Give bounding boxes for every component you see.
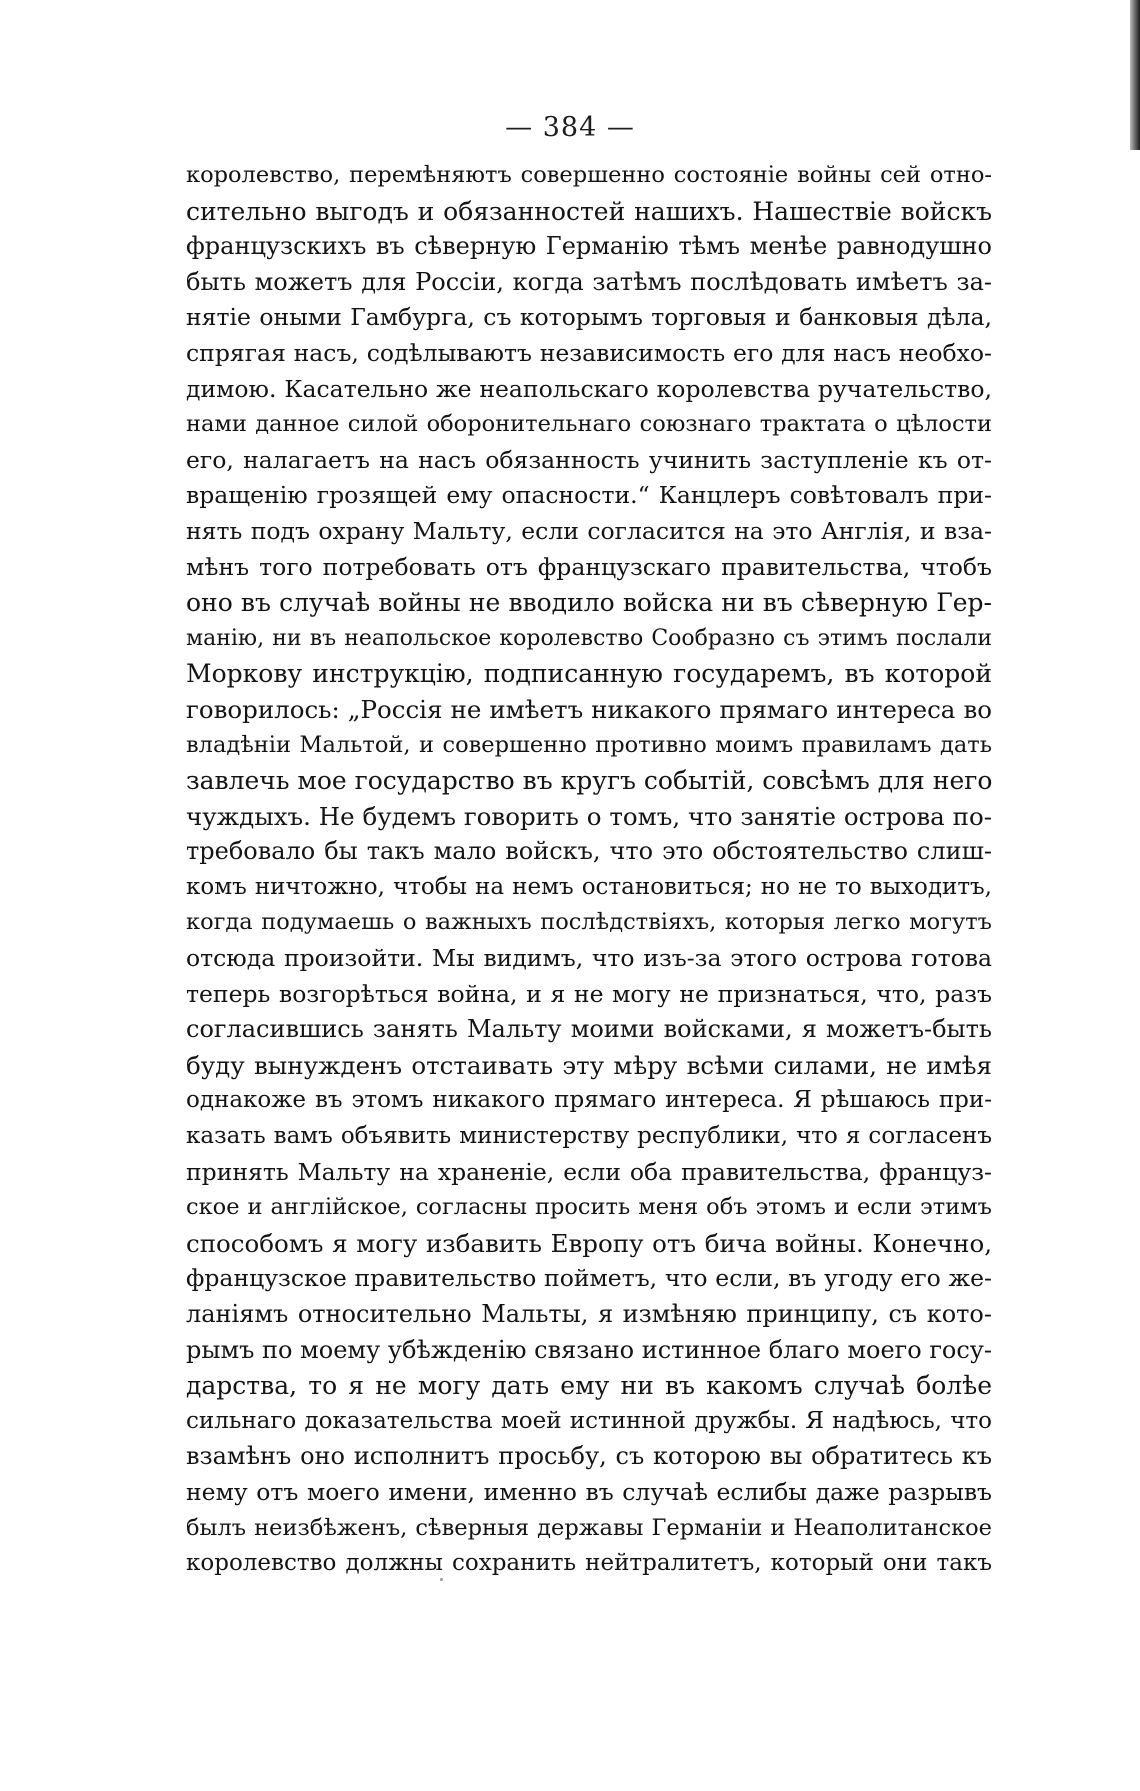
text-line: спрягая насъ, содѣлываютъ независимость его для насъ необхо- <box>186 338 992 367</box>
body-text <box>186 158 992 1582</box>
text-line: былъ неизбѣженъ, сѣверныя державы Германiи и Неаполитанское <box>186 1514 992 1541</box>
text-line: вращенiю грозящей ему опасности.“ Канцлеръ совѣтовалъ при- <box>186 481 992 510</box>
text-line: завлечь мое государство въ кругъ событiй, совсѣмъ для него <box>186 766 992 796</box>
text-line: ское и англiйское, согласны просить меня объ этомъ и если этимъ <box>186 1194 992 1221</box>
paper-speck <box>440 1578 443 1581</box>
text-line: быть можетъ для Россiи, когда затѣмъ послѣдовать имѣетъ за- <box>186 267 992 296</box>
text-line: королевство, перемѣняютъ совершенно состоянiе войны сей отно- <box>186 162 992 188</box>
page-number: — 384 — <box>505 112 635 143</box>
text-line: нему отъ моего имени, именно въ случаѣ еслибы даже разрывъ <box>186 1477 992 1506</box>
text-line: оно въ случаѣ войны не вводило войска ни въ сѣверную Гер- <box>186 588 992 618</box>
text-line: принять Мальту на храненiе, если оба правительства, француз- <box>186 1157 992 1186</box>
text-line: нятiе оными Гамбурга, съ которымъ торговыя и банковыя дѣла, <box>186 303 992 332</box>
text-line: казать вамъ объявить министерству республики, что я согласенъ <box>186 1123 992 1150</box>
text-line: взамѣнъ оно исполнитъ просьбу, съ которою вы обратитесь къ <box>186 1442 992 1471</box>
text-line: нять подъ охрану Мальту, если согласится на это Англiя, и вза- <box>186 516 992 545</box>
text-line: ланiямъ относительно Мальты, я измѣняю принципу, съ кото- <box>186 1300 992 1328</box>
text-line: способомъ я могу избавить Европу отъ бича войны. Конечно, <box>186 1228 992 1258</box>
text-line: его, налагаетъ на насъ обязанность учинить заступленiе къ от- <box>186 445 992 474</box>
text-line: владѣнiи Мальтой, и совершенно противно моимъ правиламъ дать <box>186 731 992 758</box>
text-line: димою. Касательно же неапольскаго королевства ручательство, <box>186 374 992 403</box>
text-line: чуждыхъ. Не будемъ говорить о томъ, что занятiе острова по- <box>186 801 992 831</box>
text-line: однакоже въ этомъ никакого прямаго интереса. Я рѣшаюсь при- <box>186 1087 992 1114</box>
text-line: манiю, ни въ неапольское королевство Сообразно съ этимъ послали <box>186 625 992 651</box>
text-line: сильнаго доказательства моей истинной дружбы. Я надѣюсь, что <box>186 1407 992 1434</box>
text-line: дарства, то я не могу дать ему ни въ какомъ случаѣ болѣе <box>186 1371 992 1401</box>
text-line: буду вынужденъ отстаивать эту мѣру всѣми силами, не имѣя <box>186 1050 992 1080</box>
text-line: французскихъ въ сѣверную Германiю тѣмъ менѣе равнодушно <box>186 232 992 261</box>
text-line: нами данное силой оборонительнаго союзнаго трактата о цѣлости <box>186 411 992 438</box>
text-line: когда подумаешь о важныхъ послѣдствiяхъ, которыя легко могутъ <box>186 909 992 936</box>
text-line: комъ ничтожно, чтобы на немъ остановиться; но не то выходитъ, <box>186 873 992 900</box>
text-line: теперь возгорѣться война, и я не могу не признаться, что, разъ <box>186 979 992 1008</box>
text-line: королевство должны сохранить нейтралитетъ, который они такъ <box>186 1550 992 1577</box>
text-line: требовало бы такъ мало войскъ, что это обстоятельство слиш- <box>186 837 992 866</box>
text-line: отсюда произойти. Мы видимъ, что изъ-за этого острова готова <box>186 944 992 973</box>
text-line: французское правительство пойметъ, что если, въ угоду его же- <box>186 1264 992 1293</box>
text-line: говорилось: „Россiя не имѣетъ никакого прямаго интереса во <box>186 694 992 724</box>
text-line: Моркову инструкцiю, подписанную государемъ, въ которой <box>186 659 992 689</box>
text-line: согласившись занять Мальту моими войсками, я можетъ-быть <box>186 1015 992 1044</box>
text-line: сительно выгодъ и обязанностей нашихъ. Нашествiе войскъ <box>186 196 992 226</box>
text-line: рымъ по моему убѣжденiю связано истинное благо моего госу- <box>186 1335 992 1364</box>
text-line: мѣнъ того потребовать отъ французскаго правительства, чтобъ <box>186 552 992 581</box>
